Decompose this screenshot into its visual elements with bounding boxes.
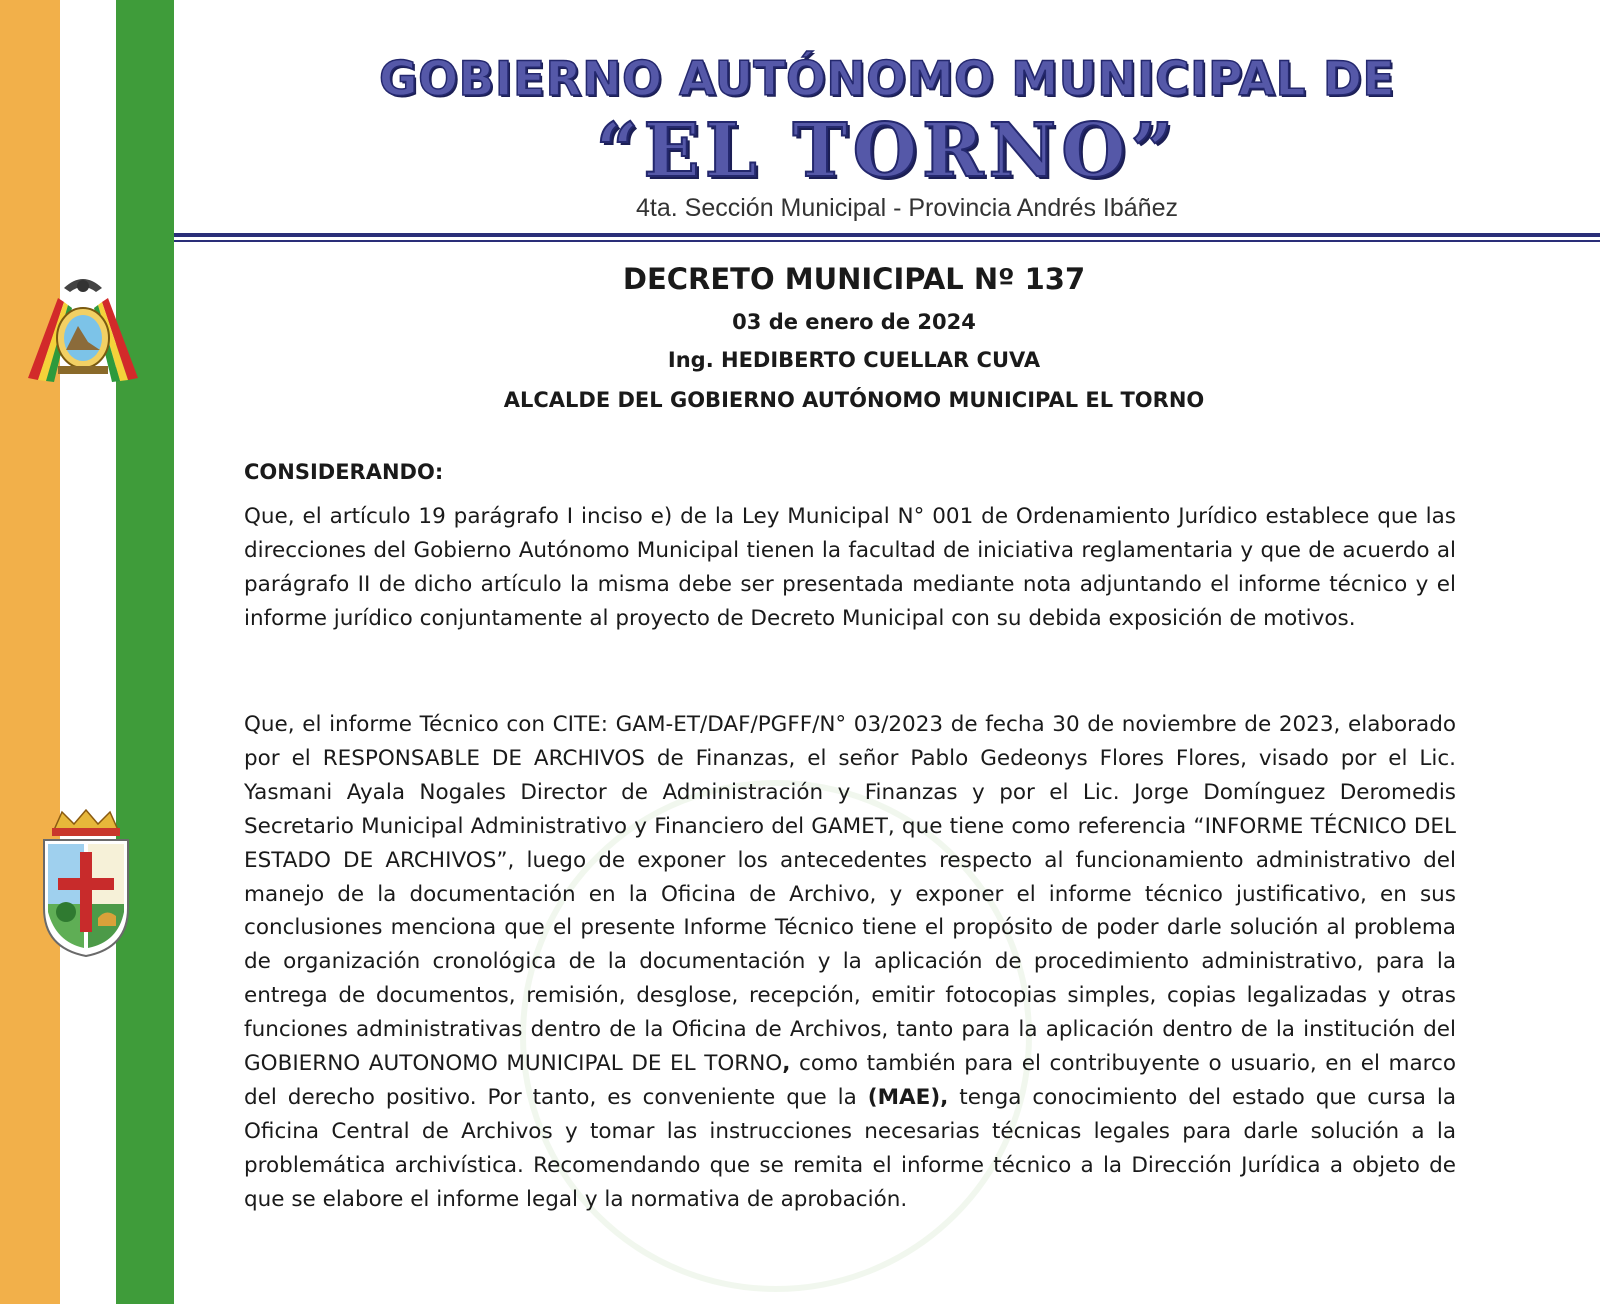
paragraph-2-text-c: tenga conocimiento del estado que cursa la Oficina Central de Archivos y tomar las instrucciones necesarias técnicas legales para darle solución a la problemática archivística. Recomendando que se remita el informe técnico a la Dirección Jurídica a objeto de que se elabore el informe legal y la normativa de aprobación.	[244, 1084, 1456, 1212]
authority-role: ALCALDE DEL GOBIERNO AUTÓNOMO MUNICIPAL EL TORNO	[503, 388, 1205, 412]
authority-name: Ing. HEDIBERTO CUELLAR CUVA	[667, 348, 1041, 372]
el-torno-coat-of-arms-icon	[36, 808, 136, 958]
header-rule-thin	[174, 240, 1600, 242]
paragraph-2-text-a: Que, el informe Técnico con CITE: GAM-ET/DAF/PGFF/N° 03/2023 de fecha 30 de noviembre de 2023, elaborado por el RESPONSABLE DE ARCHIVOS de Finanzas, el señor Pablo Gedeonys Flores Flores, visado por el Lic. Yasmani Ayala Nogales Director de Administración y Finanzas y por el Lic. Jorge Domínguez Deromedis Secretario Municipal Administrativo y Financiero del GAMET, que tiene como referencia “INFORME TÉCNICO DEL ESTADO DE ARCHIVOS”, luego de exponer los antecedentes respecto al funcionamiento administrativo del manejo de la documentación en la Oficina de Archivo, y exponer el informe técnico justificativo, en sus conclusiones menciona que el presente Informe Técnico tiene el propósito de poder darle solución al problema de organización cronológica de la documentación y la aplicación de procedimiento administrativo, para la entrega de documentos, remisión, desglose, recepción, emitir fotocopias simples, copias legalizadas y otras funciones administrativas dentro de la Oficina de Archivos, tanto para la aplicación dentro de la institución del GOBIERNO AUTONOMO MUNICIPAL DE EL TORNO	[244, 712, 1456, 1077]
paragraph-2-text-b: como también para el contribuyente o usuario, en el marco del derecho positivo. Por tanto, es conveniente que la	[244, 1051, 1456, 1110]
header-government-title: GOBIERNO AUTÓNOMO MUNICIPAL DE	[379, 52, 1395, 107]
decree-date: 03 de enero de 2024	[732, 310, 976, 334]
flag-stripe-white	[60, 0, 116, 1304]
paragraph-2-bold-comma: ,	[782, 1051, 791, 1077]
decree-number: DECRETO MUNICIPAL Nº 137	[622, 262, 1086, 296]
flag-stripe-green	[116, 0, 174, 1304]
header-municipality-name: “EL TORNO”	[595, 108, 1179, 194]
bolivia-coat-of-arms-icon	[18, 268, 148, 388]
paragraph-1: Que, el artículo 19 parágrafo I inciso e) de la Ley Municipal N° 001 de Ordenamiento Jurídico establece que las direcciones del Gobierno Autónomo Municipal tienen la facultad de iniciativa reglamentaria y que de acuerdo al parágrafo II de dicho artículo la misma debe ser presentada mediante nota adjuntando el informe técnico y el informe jurídico conjuntamente al proyecto de Decreto Municipal con su debida exposición de motivos.	[244, 504, 1456, 631]
paragraph-2-bold-mae: (MAE),	[867, 1084, 949, 1110]
header-subtitle: 4ta. Sección Municipal - Provincia Andrés Ibáñez	[636, 194, 1178, 222]
section-heading-considerando: CONSIDERANDO:	[244, 460, 444, 484]
header-rule-thick	[174, 233, 1600, 237]
flag-stripe-orange	[0, 0, 60, 1304]
paragraph-2	[244, 708, 1456, 1217]
